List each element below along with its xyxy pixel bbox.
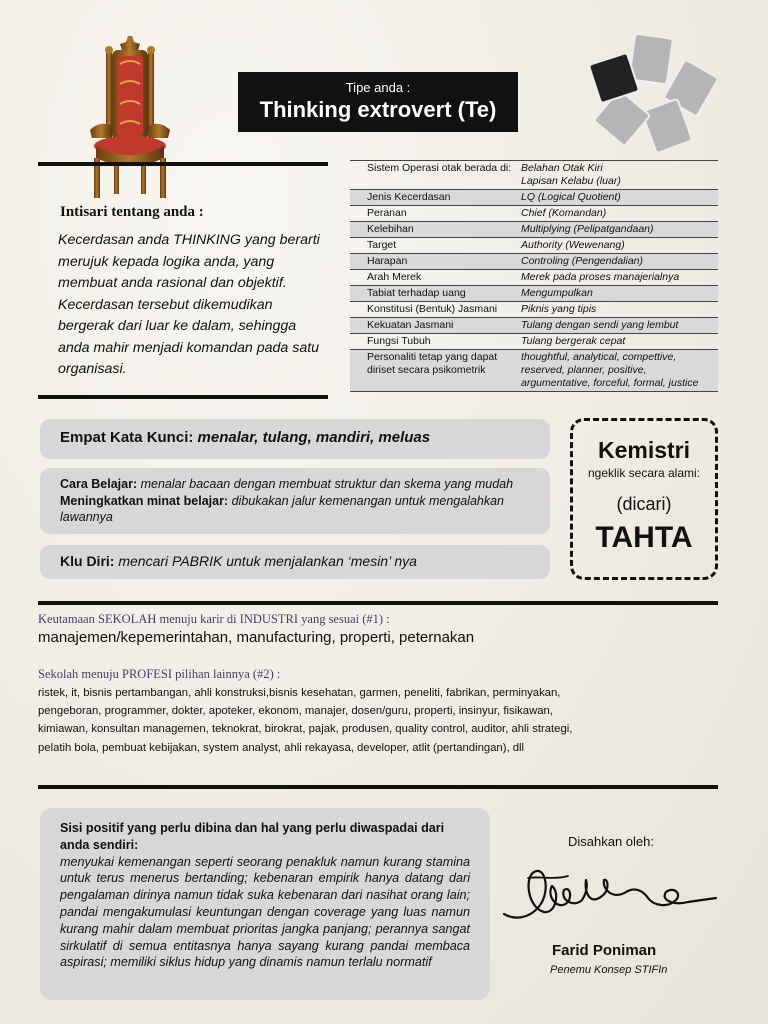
- info-key: Kelebihan: [350, 222, 519, 238]
- keutamaan-title: Keutamaan SEKOLAH menuju karir di INDUSTRI yang sesuai (#1) :: [38, 612, 390, 626]
- info-key: Sistem Operasi otak berada di:: [350, 161, 519, 190]
- signer-role: Penemu Konsep STIFIn: [550, 964, 668, 976]
- intisari-para: Kecerdasan anda THINKING yang berarti merujuk kepada logika anda, yang membuat anda rasional dan objektif.: [58, 232, 320, 291]
- info-table-row: [350, 318, 718, 334]
- intisari-body: [58, 230, 328, 381]
- info-value: Tulang dengan sendi yang lembut: [519, 318, 718, 334]
- info-value: Chief (Komandan): [519, 206, 718, 222]
- disahkan-label: Disahkan oleh:: [568, 834, 654, 849]
- info-value: Multiplying (Pelipatgandaan): [519, 222, 718, 238]
- klu-diri-label: Klu Diri:: [60, 553, 115, 569]
- cara-belajar-label: Cara Belajar:: [60, 477, 138, 491]
- sisi-title: Sisi positif yang perlu dibina dan hal yang perlu diwaspadai dari anda sendiri:: [60, 821, 445, 852]
- info-key: Kekuatan Jasmani: [350, 318, 519, 334]
- info-table-row: [350, 350, 718, 392]
- kemistri-title: Kemistri: [597, 437, 691, 463]
- keutamaan-value: manajemen/kepemerintahan, manufacturing, properti, peternakan: [38, 629, 475, 646]
- divider: [38, 601, 718, 605]
- info-value: Tulang bergerak cepat: [519, 334, 718, 350]
- signer-name: Farid Poniman: [552, 942, 657, 959]
- kemistri-dicari: (dicari): [616, 494, 672, 514]
- minat-belajar-value: dibukakan jalur kemenangan untuk mengalahkan lawannya: [60, 493, 505, 524]
- type-title-box: [238, 72, 518, 132]
- type-subtitle: Tipe anda :: [345, 80, 411, 95]
- intisari-title: Intisari tentang anda :: [60, 204, 204, 220]
- info-table-row: [350, 302, 718, 318]
- info-table-row: [350, 190, 718, 206]
- divider: [38, 395, 328, 399]
- info-value: Merek pada proses manajerialnya: [519, 270, 718, 286]
- kemistri-value: TAHTA: [595, 521, 693, 554]
- throne-illustration: [80, 34, 180, 200]
- intisari-para: Kecerdasan tersebut dikemudikan bergerak dari luar ke dalam, sehingga anda mahir menjadi komandan pada satu organisasi.: [58, 296, 320, 377]
- cara-belajar-value: menalar bacaan dengan membuat struktur dan skema yang mudah: [140, 477, 514, 491]
- stifin-logo-icon: [588, 32, 718, 152]
- klu-diri-box: [40, 545, 550, 579]
- divider: [38, 162, 328, 166]
- info-value: Piknis yang tipis: [519, 302, 718, 318]
- info-table-row: [350, 270, 718, 286]
- info-value: Belahan Otak Kiri Lapisan Kelabu (luar): [519, 161, 718, 190]
- minat-belajar-label: Meningkatkan minat belajar:: [60, 493, 229, 508]
- info-key: Personaliti tetap yang dapat diriset secara psikometrik: [350, 350, 519, 392]
- info-value: LQ (Logical Quotient): [519, 190, 718, 206]
- info-key: Arah Merek: [350, 270, 519, 286]
- kemistri-subtitle: ngeklik secara alami:: [587, 466, 701, 480]
- type-title: Thinking extrovert (Te): [259, 97, 497, 122]
- kata-kunci-box: [40, 419, 550, 459]
- info-value: Mengumpulkan: [519, 286, 718, 302]
- info-table: [350, 160, 718, 392]
- info-table-row: [350, 238, 718, 254]
- info-key: Tabiat terhadap uang: [350, 286, 519, 302]
- kata-kunci-value: menalar, tulang, mandiri, meluas: [197, 429, 431, 446]
- sisi-body: menyukai kemenangan seperti seorang penakluk namun kurang stamina untuk terus menerus bertanding; kebenaran empirik hanya datang dari pengalaman dirinya namun tidak suka kebenaran dari nasihat orang lain; pandai mengakumulasi keuntungan dengan coverage yang luas namun kurang mahir dalam membuat prioritas jangka panjang; perannya sangat sirkulatif di semua entitasnya hanya sayang kurang pandai membaca aspirasi; memiliki siklus hidup yang dinamis namun terlalu normatif: [60, 854, 470, 970]
- info-key: Peranan: [350, 206, 519, 222]
- cara-belajar-box: [40, 468, 550, 534]
- info-key: Jenis Kecerdasan: [350, 190, 519, 206]
- info-table-row: [350, 334, 718, 350]
- info-value: Controling (Pengendalian): [519, 254, 718, 270]
- info-value: thoughtful, analytical, compettive, reserved, planner, positive, argumentative, forceful, formal, justice: [519, 350, 718, 392]
- kata-kunci-label: Empat Kata Kunci:: [60, 429, 194, 446]
- info-key: Target: [350, 238, 519, 254]
- info-table-row: [350, 286, 718, 302]
- info-key: Harapan: [350, 254, 519, 270]
- profesi-title: Sekolah menuju PROFESI pilihan lainnya (#2) :: [38, 667, 281, 681]
- kemistri-box: [570, 418, 718, 580]
- info-table-row: [350, 222, 718, 238]
- profesi-list: ristek, it, bisnis pertambangan, ahli konstruksi,bisnis kesehatan, garmen, peneliti, fabrikan, perminyakan, pengeboran, programmer, dokter, apoteker, ekonom, manajer, dosen/guru, properti, insinyur, fisikawan, kimiawan, konsultan managemen, teknokrat, birokrat, pajak, produsen, quality control, auditor, ahli strategi, pelatih bola, pembuat kebijakan, system analyst, ahli rekayasa, developer, atlit (pertandingan), dll: [38, 687, 573, 754]
- divider: [38, 785, 718, 789]
- handwritten-signature: [498, 856, 720, 934]
- info-key: Fungsi Tubuh: [350, 334, 519, 350]
- info-table-row: [350, 254, 718, 270]
- sisi-box: [40, 808, 490, 1000]
- info-table-row: [350, 161, 718, 190]
- info-table-row: [350, 206, 718, 222]
- info-value: Authority (Wewenang): [519, 238, 718, 254]
- klu-diri-value: mencari PABRIK untuk menjalankan ‘mesin’ nya: [118, 553, 417, 569]
- info-key: Konstitusi (Bentuk) Jasmani: [350, 302, 519, 318]
